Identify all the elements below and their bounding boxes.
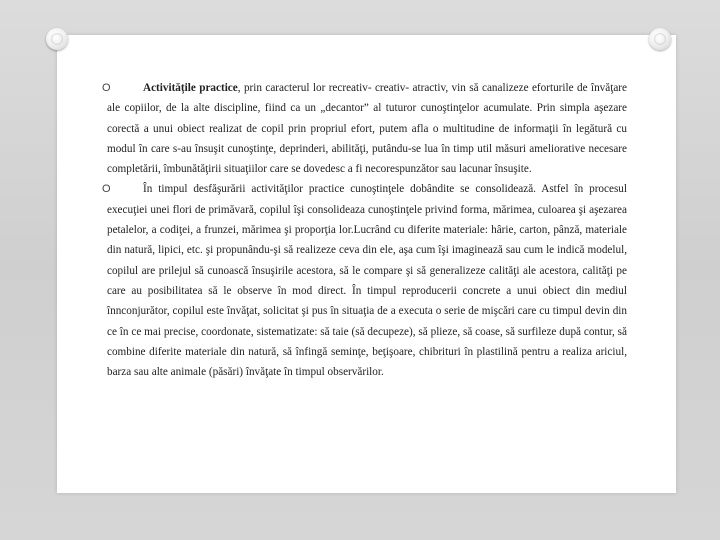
paragraph-text: , prin caracterul lor recreativ- creativ- atractiv, vin să canalizeze eforturile de învăţare ale copiilor, de la alte discipline, fiind ca un „decantor” al tuturor cunoştinţelor acumulate. Prin simpla aşezare corectă a unui obiect realizat de copil prin propriul efort, putem afla o multitudine de informaţii în legătură cu modul în care s-au însuşit cunoştinţe, deprinderi, abilităţi, putându-se lua în timp util măsuri ameliorative necesare completării, îmbunătăţirii situaţiilor care se dovedesc a fi necorespunzător sau lacunar însuşite. — [107, 82, 627, 176]
paragraph-practical-activities — [102, 78, 627, 179]
paragraph-knowledge-consolidation — [102, 179, 627, 382]
paragraph-text: În timpul desfăşurării activităţilor practice cunoştinţele dobândite se consolidează. Astfel în procesul execuţiei unei flori de primăvară, copilul îşi consolideaza cunoştinţele privind forma, mărimea, culoarea şi aşezarea petalelor, a codiţei, a frunzei, mărimea şi proporţia lor.Lucrând cu diferite materiale: hârie, carton, pânză, materiale din natură, lipici, etc. şi propunându-şi să realizeze ceva din ele, aşa cum îşi imaginează sau cum le indică modelul, copilul are prilejul să cunoască însuşirile acestora, să le compare şi să generalizeze calităţi ale acestora, calităţi pe care au posibilitatea să le observe în mod direct. În timpul reproducerii concrete a unui obiect din mediul înnconjurător, copilul este învăţat, solicitat şi pus în situaţia de a executa o serie de mişcări care cu timpul devin din ce în ce mai precise, coordonate, sistematizate: să taie (să decupeze), să plieze, să coase, să surfileze după contur, să combine diferite materiale din natură, să înfingă seminţe, beţişoare, chibrituri în plastilină pentru a realiza ariciul, barza sau alte animale (păsări) învăţate în timpul observărilor. — [107, 183, 627, 379]
pushpin-icon — [46, 28, 68, 50]
pushpin-icon — [649, 28, 671, 50]
slide-body — [102, 78, 627, 382]
bullet-icon: O — [102, 183, 111, 196]
paragraph-lead-bold: Activitățile practice — [143, 82, 238, 94]
bullet-icon: O — [102, 82, 111, 94]
